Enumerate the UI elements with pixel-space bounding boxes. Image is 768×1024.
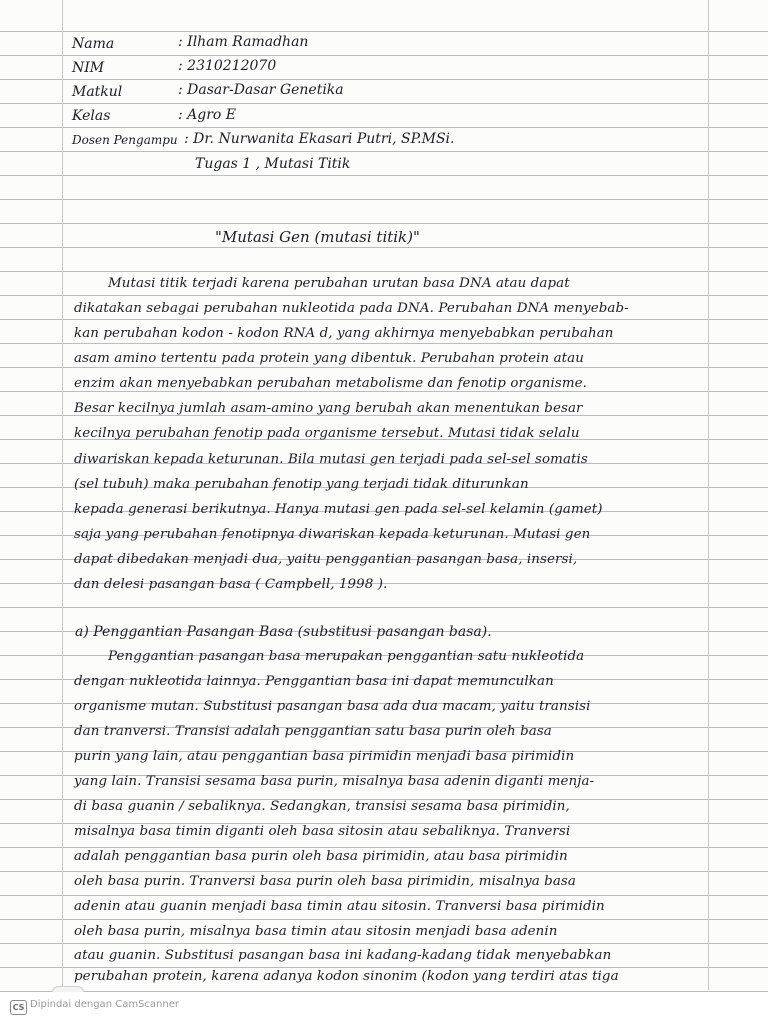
paragraph2-line: misalnya basa timin diganti oleh basa sitosin atau sebaliknya. Tranversi <box>74 824 571 839</box>
paragraph2-line: adenin atau guanin menjadi basa timin atau sitosin. Tranversi basa pirimidin <box>74 899 605 914</box>
header-label-name: Nama <box>72 36 115 52</box>
paragraph2-line: purin yang lain, atau penggantian basa pirimidin menjadi basa pirimidin <box>74 749 575 764</box>
paragraph1-line: kepada generasi berikutnya. Hanya mutasi gen pada sel-sel kelamin (gamet) <box>74 502 603 517</box>
paragraph1-line: diwariskan kepada keturunan. Bila mutasi gen terjadi pada sel-sel somatis <box>74 452 588 467</box>
header-label-lecturer: Dosen Pengampu <box>72 133 178 147</box>
paragraph2-line: perubahan protein, karena adanya kodon sinonim (kodon yang terdiri atas tiga <box>74 969 619 984</box>
paragraph2-line: dan tranversi. Transisi adalah penggantian satu basa purin oleh basa <box>74 724 552 739</box>
paragraph1-line: Besar kecilnya jumlah asam-amino yang berubah akan menentukan besar <box>74 401 583 416</box>
paragraph1-line: asam amino tertentu pada protein yang dibentuk. Perubahan protein atau <box>74 351 584 366</box>
paragraph1-line: kecilnya perubahan fenotip pada organisme tersebut. Mutasi tidak selalu <box>74 426 580 441</box>
header-value-class: : Agro E <box>178 107 237 123</box>
paragraph1-line: (sel tubuh) maka perubahan fenotip yang terjadi tidak diturunkan <box>74 477 529 492</box>
paragraph2-line: di basa guanin / sebaliknya. Sedangkan, transisi sesama basa pirimidin, <box>74 799 570 814</box>
paragraph2-line: yang lain. Transisi sesama basa purin, misalnya basa adenin diganti menja- <box>74 774 595 789</box>
paragraph2-line: dengan nukleotida lainnya. Penggantian basa ini dapat memunculkan <box>74 674 554 689</box>
paragraph2-line: Penggantian pasangan basa merupakan penggantian satu nukleotida <box>108 649 585 664</box>
paragraph2-line: oleh basa purin, misalnya basa timin atau sitosin menjadi basa adenin <box>74 924 558 939</box>
paragraph1-line: dan delesi pasangan basa ( Campbell, 1998 ). <box>74 577 388 592</box>
header-value-lecturer: : Dr. Nurwanita Ekasari Putri, SP.MSi. <box>184 131 455 147</box>
paragraph1-line: Mutasi titik terjadi karena perubahan urutan basa DNA atau dapat <box>108 276 570 291</box>
left-margin-line <box>62 0 63 990</box>
scanner-footer <box>0 992 768 1024</box>
section-a-heading: a) Penggantian Pasangan Basa (substitusi pasangan basa). <box>75 624 492 640</box>
header-value-nim: : 2310212070 <box>178 58 277 74</box>
paragraph1-line: kan perubahan kodon - kodon RNA d, yang akhirnya menyebabkan perubahan <box>74 326 614 341</box>
paragraph2-line: organisme mutan. Substitusi pasangan basa ada dua macam, yaitu transisi <box>74 699 591 714</box>
header-label-class: Kelas <box>72 108 111 124</box>
right-margin-line <box>708 0 709 990</box>
camscanner-logo-icon: CS <box>10 1000 27 1015</box>
scanner-watermark-text: Dipindai dengan CamScanner <box>30 999 179 1010</box>
paragraph2-line: oleh basa purin. Tranversi basa purin oleh basa pirimidin, misalnya basa <box>74 874 576 889</box>
paragraph2-line: adalah penggantian basa purin oleh basa pirimidin, atau basa pirimidin <box>74 849 568 864</box>
header-label-nim: NIM <box>72 60 105 76</box>
header-label-course: Matkul <box>72 84 123 100</box>
header-value-name: : Ilham Ramadhan <box>178 34 309 50</box>
paragraph1-line: dapat dibedakan menjadi dua, yaitu penggantian pasangan basa, insersi, <box>74 552 578 567</box>
header-value-course: : Dasar-Dasar Genetika <box>178 82 344 98</box>
assignment-title: Tugas 1 , Mutasi Titik <box>195 156 351 172</box>
paragraph1-line: dikatakan sebagai perubahan nukleotida pada DNA. Perubahan DNA menyebab- <box>74 301 629 316</box>
paragraph1-line: enzim akan menyebabkan perubahan metabolisme dan fenotip organisme. <box>74 376 588 391</box>
paragraph1-line: saja yang perubahan fenotipnya diwariskan kepada keturunan. Mutasi gen <box>74 527 591 542</box>
paragraph2-line: atau guanin. Substitusi pasangan basa ini kadang-kadang tidak menyebabkan <box>74 948 612 963</box>
document-title: "Mutasi Gen (mutasi titik)" <box>215 228 420 246</box>
